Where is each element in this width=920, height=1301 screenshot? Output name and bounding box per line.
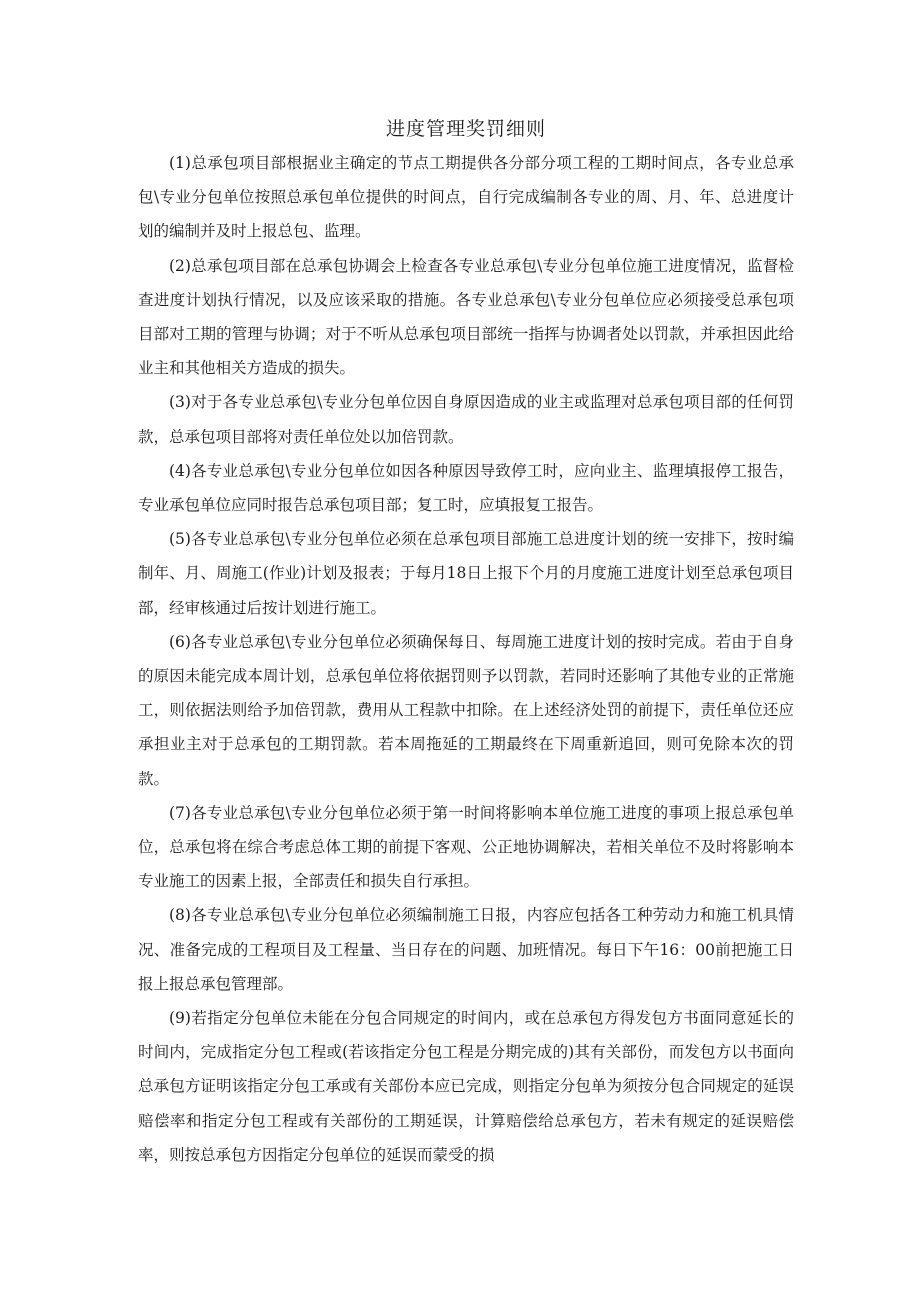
- paragraph-3: (3)对于各专业总承包\专业分包单位因自身原因造成的业主或监理对总承包项目部的任何罚款，总承包项目部将对责任单位处以加倍罚款。: [138, 393, 794, 446]
- paragraph-6: (6)各专业总承包\专业分包单位必须确保每日、每周施工进度计划的按时完成。若由于自身的原因未能完成本周计划，总承包单位将依据罚则予以罚款，若同时还影响了其他专业的正常施工，则依据法则给予加倍罚款，费用从工程款中扣除。在上述经济处罚的前提下，责任单位还应承担业主对于总承包的工期罚款。若本周拖延的工期最终在下周重新追回，则可免除本次的罚款。: [138, 632, 794, 788]
- paragraph-5: (5)各专业总承包\专业分包单位必须在总承包项目部施工总进度计划的统一安排下，按时编制年、月、周施工(作业)计划及报表；于每月18日上报下个月的月度施工进度计划至总承包项目部，经审核通过后按计划进行施工。: [138, 530, 794, 617]
- paragraph-8: (8)各专业总承包\专业分包单位必须编制施工日报，内容应包括各工种劳动力和施工机具情况、准备完成的工程项目及工程量、当日存在的问题、加班情况。每日下午16：00前把施工日报上报总承包管理部。: [138, 906, 794, 993]
- paragraph-2: (2)总承包项目部在总承包协调会上检查各专业总承包\专业分包单位施工进度情况，监督检查进度计划执行情况，以及应该采取的措施。各专业总承包\专业分包单位应必须接受总承包项目部对工期的管理与协调；对于不听从总承包项目部统一指挥与协调者处以罚款，并承担因此给业主和其他相关方造成的损失。: [138, 256, 794, 378]
- paragraph-4: (4)各专业总承包\专业分包单位如因各种原因导致停工时，应向业主、监理填报停工报告，专业承包单位应同时报告总承包项目部；复工时，应填报复工报告。: [138, 461, 794, 515]
- document-title: 进度管理奖罚细则: [385, 118, 546, 140]
- paragraph-1: (1)总承包项目部根据业主确定的节点工期提供各分部分项工程的工期时间点，各专业总承包\专业分包单位按照总承包单位提供的时间点，自行完成编制各专业的周、月、年、总进度计划的编制并及时上报总包、监理。: [138, 154, 794, 241]
- paragraph-7: (7)各专业总承包\专业分包单位必须于第一时间将影响本单位施工进度的事项上报总承包单位，总承包将在综合考虑总体工期的前提下客观、公正地协调解决，若相关单位不及时将影响本专业施工的因素上报，全部责任和损失自行承担。: [138, 803, 794, 891]
- document-page: [138, 112, 794, 1172]
- paragraph-9: (9)若指定分包单位未能在分包合同规定的时间内，或在总承包方得发包方书面同意延长的时间内，完成指定分包工程或(若该指定分包工程是分期完成的)其有关部份，而发包方以书面向总承包方证明该指定分包工承或有关部份本应已完成，则指定分包单为须按分包合同规定的延误赔偿率和指定分包工程或有关部份的工期延误，计算赔偿给总承包方，若未有规定的延误赔偿率，则按总承包方因指定分包单位的延误而蒙受的损: [138, 1009, 794, 1164]
